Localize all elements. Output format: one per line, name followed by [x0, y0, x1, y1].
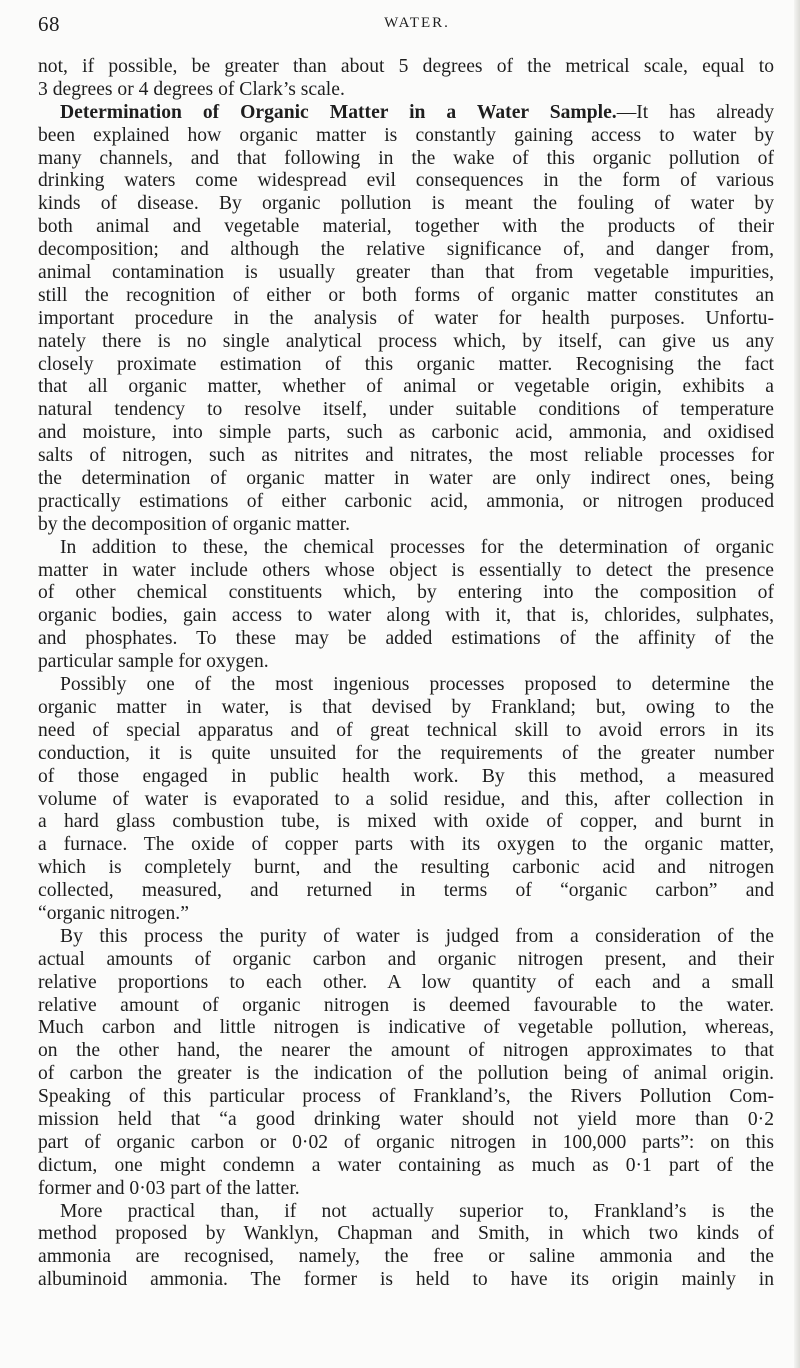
- line-text: practically estimations of either carbonic acid, ammonia, or nitrogen produced: [38, 490, 774, 512]
- running-head: WATER.: [384, 15, 450, 31]
- text-line: [38, 125, 774, 148]
- line-text: not, if possible, be greater than about 5 degrees of the metrical scale, equal to: [38, 56, 774, 77]
- text-line: [38, 1132, 774, 1155]
- text-line: [38, 1017, 774, 1040]
- line-text: former and 0·03 part of the latter.: [38, 1177, 300, 1199]
- text-line: [38, 216, 774, 239]
- text-line: [38, 193, 774, 216]
- text-line: [38, 789, 774, 812]
- text-line: [38, 148, 774, 171]
- text-line: [38, 308, 774, 331]
- text-line: [38, 170, 774, 193]
- line-text: natural tendency to resolve itself, under suitable conditions of temperature: [38, 399, 774, 421]
- line-text: Possibly one of the most ingenious processes proposed to determine the: [60, 674, 774, 696]
- line-text: In addition to these, the chemical processes for the determination of organic: [60, 536, 774, 558]
- line-text: drinking waters come widespread evil consequences in the form of various: [38, 170, 774, 192]
- line-text: need of special apparatus and of great technical skill to avoid errors in its: [38, 719, 774, 741]
- text-line: [38, 445, 774, 468]
- text-line: [38, 582, 774, 605]
- text-line: [38, 1109, 774, 1132]
- line-text: of those engaged in public health work. By this method, a measured: [38, 765, 774, 787]
- body-text: [38, 56, 774, 1292]
- line-text: a furnace. The oxide of copper parts with its oxygen to the organic matter,: [38, 834, 774, 856]
- text-line: [38, 514, 774, 537]
- line-text: that all organic matter, whether of animal or vegetable origin, exhibits a: [38, 376, 774, 398]
- text-line: [38, 1086, 774, 1109]
- line-text: method proposed by Wanklyn, Chapman and Smith, in which two kinds of: [38, 1223, 774, 1245]
- line-text: and moisture, into simple parts, such as carbonic acid, ammonia, and oxidised: [38, 422, 774, 444]
- text-line: [38, 1178, 774, 1201]
- line-text: and phosphates. To these may be added estimations of the affinity of the: [38, 628, 774, 650]
- text-line: [38, 422, 774, 445]
- line-text: actual amounts of organic carbon and organic nitrogen present, and their: [38, 948, 774, 970]
- page-header: [38, 12, 776, 42]
- line-text: both animal and vegetable material, together with the products of their: [38, 216, 774, 238]
- text-line: [38, 1040, 774, 1063]
- line-text: relative proportions to each other. A low quantity of each and a small: [38, 971, 774, 993]
- line-text: particular sample for oxygen.: [38, 651, 269, 673]
- text-line: [38, 354, 774, 377]
- line-text: —It has already: [616, 101, 774, 123]
- text-line: [38, 102, 774, 125]
- line-text: relative amount of organic nitrogen is deemed favourable to the water.: [38, 994, 774, 1016]
- line-text: matter in water include others whose object is essentially to detect the presence: [38, 559, 774, 581]
- line-text: still the recognition of either or both forms of organic matter constitutes an: [38, 284, 774, 306]
- text-line: [38, 468, 774, 491]
- text-line: [38, 674, 774, 697]
- line-text: conduction, it is quite unsuited for the requirements of the greater number: [38, 742, 774, 764]
- text-line: [38, 285, 774, 308]
- line-text: of other chemical constituents which, by entering into the composition of: [38, 582, 774, 604]
- line-text: important procedure in the analysis of water for health purposes. Unfortu-: [38, 307, 774, 329]
- text-line: [38, 995, 774, 1018]
- text-line: [38, 262, 774, 285]
- text-line: [38, 628, 774, 651]
- text-line: [38, 331, 774, 354]
- text-line: [38, 537, 774, 560]
- line-text: closely proximate estimation of this organic matter. Recognising the fact: [38, 353, 774, 375]
- text-line: [38, 1269, 774, 1292]
- text-line: [38, 1246, 774, 1269]
- text-line: [38, 880, 774, 903]
- text-line: [38, 857, 774, 880]
- line-text: ammonia are recognised, namely, the free or saline ammonia and the: [38, 1246, 774, 1268]
- text-line: [38, 811, 774, 834]
- text-line: [38, 376, 774, 399]
- line-text: been explained how organic matter is constantly gaining access to water by: [38, 124, 774, 146]
- page-number: 68: [38, 12, 60, 36]
- line-text: organic bodies, gain access to water along with it, that is, chlorides, sulphates,: [38, 605, 774, 627]
- text-line: [38, 399, 774, 422]
- line-text: the determination of organic matter in water are only indirect ones, being: [38, 468, 774, 490]
- line-text: which is completely burnt, and the resulting carbonic acid and nitrogen: [38, 857, 774, 879]
- line-text: part of organic carbon or 0·02 of organic nitrogen in 100,000 parts”: on this: [38, 1131, 774, 1153]
- text-line: [38, 972, 774, 995]
- text-line: [38, 697, 774, 720]
- line-text: mission held that “a good drinking water should not yield more than 0·2: [38, 1108, 774, 1130]
- line-text: decomposition; and although the relative significance of, and danger from,: [38, 239, 774, 261]
- text-line: [38, 1201, 774, 1224]
- line-text: of carbon the greater is the indication of the pollution being of animal origin.: [38, 1063, 774, 1085]
- line-text: on the other hand, the nearer the amount of nitrogen approximates to that: [38, 1040, 774, 1062]
- line-text: Speaking of this particular process of Frankland’s, the Rivers Pollution Com-: [38, 1086, 774, 1108]
- section-heading: Determination of Organic Matter in a Water Sample.: [60, 101, 617, 123]
- line-text: nately there is no single analytical process which, by itself, can give us any: [38, 330, 774, 352]
- text-line: [38, 949, 774, 972]
- text-line: [38, 491, 774, 514]
- line-text: albuminoid ammonia. The former is held to have its origin mainly in: [38, 1269, 774, 1291]
- line-text: kinds of disease. By organic pollution is meant the fouling of water by: [38, 193, 774, 215]
- text-line: [38, 1155, 774, 1178]
- line-text: collected, measured, and returned in terms of “organic carbon” and: [38, 880, 774, 902]
- line-text: 3 degrees or 4 degrees of Clark’s scale.: [38, 78, 345, 100]
- line-text: “organic nitrogen.”: [38, 902, 189, 924]
- line-text: organic matter in water, is that devised by Frankland; but, owing to the: [38, 696, 774, 718]
- text-line: [38, 926, 774, 949]
- text-line: [38, 239, 774, 262]
- text-line: [38, 605, 774, 628]
- line-text: Much carbon and little nitrogen is indicative of vegetable pollution, whereas,: [38, 1017, 774, 1039]
- text-line: [38, 1063, 774, 1086]
- line-text: More practical than, if not actually superior to, Frankland’s is the: [60, 1200, 774, 1222]
- text-line: [38, 1223, 774, 1246]
- line-text: dictum, one might condemn a water containing as much as 0·1 part of the: [38, 1154, 774, 1176]
- text-line: [38, 903, 774, 926]
- line-text: many channels, and that following in the wake of this organic pollution of: [38, 147, 774, 169]
- line-text: salts of nitrogen, such as nitrites and nitrates, the most reliable processes for: [38, 445, 774, 467]
- text-line: [38, 766, 774, 789]
- text-line: [38, 743, 774, 766]
- line-text: By this process the purity of water is judged from a consideration of the: [60, 925, 774, 947]
- line-text: volume of water is evaporated to a solid residue, and this, after collection in: [38, 788, 774, 810]
- page-edge-shadow: [794, 0, 800, 1368]
- line-text: by the decomposition of organic matter.: [38, 513, 350, 535]
- text-line: [38, 651, 774, 674]
- text-line: [38, 720, 774, 743]
- line-text: animal contamination is usually greater than that from vegetable impurities,: [38, 262, 774, 284]
- text-line: [38, 834, 774, 857]
- text-line: [38, 56, 774, 79]
- line-text: a hard glass combustion tube, is mixed with oxide of copper, and burnt in: [38, 811, 774, 833]
- text-line: [38, 560, 774, 583]
- text-line: [38, 79, 774, 102]
